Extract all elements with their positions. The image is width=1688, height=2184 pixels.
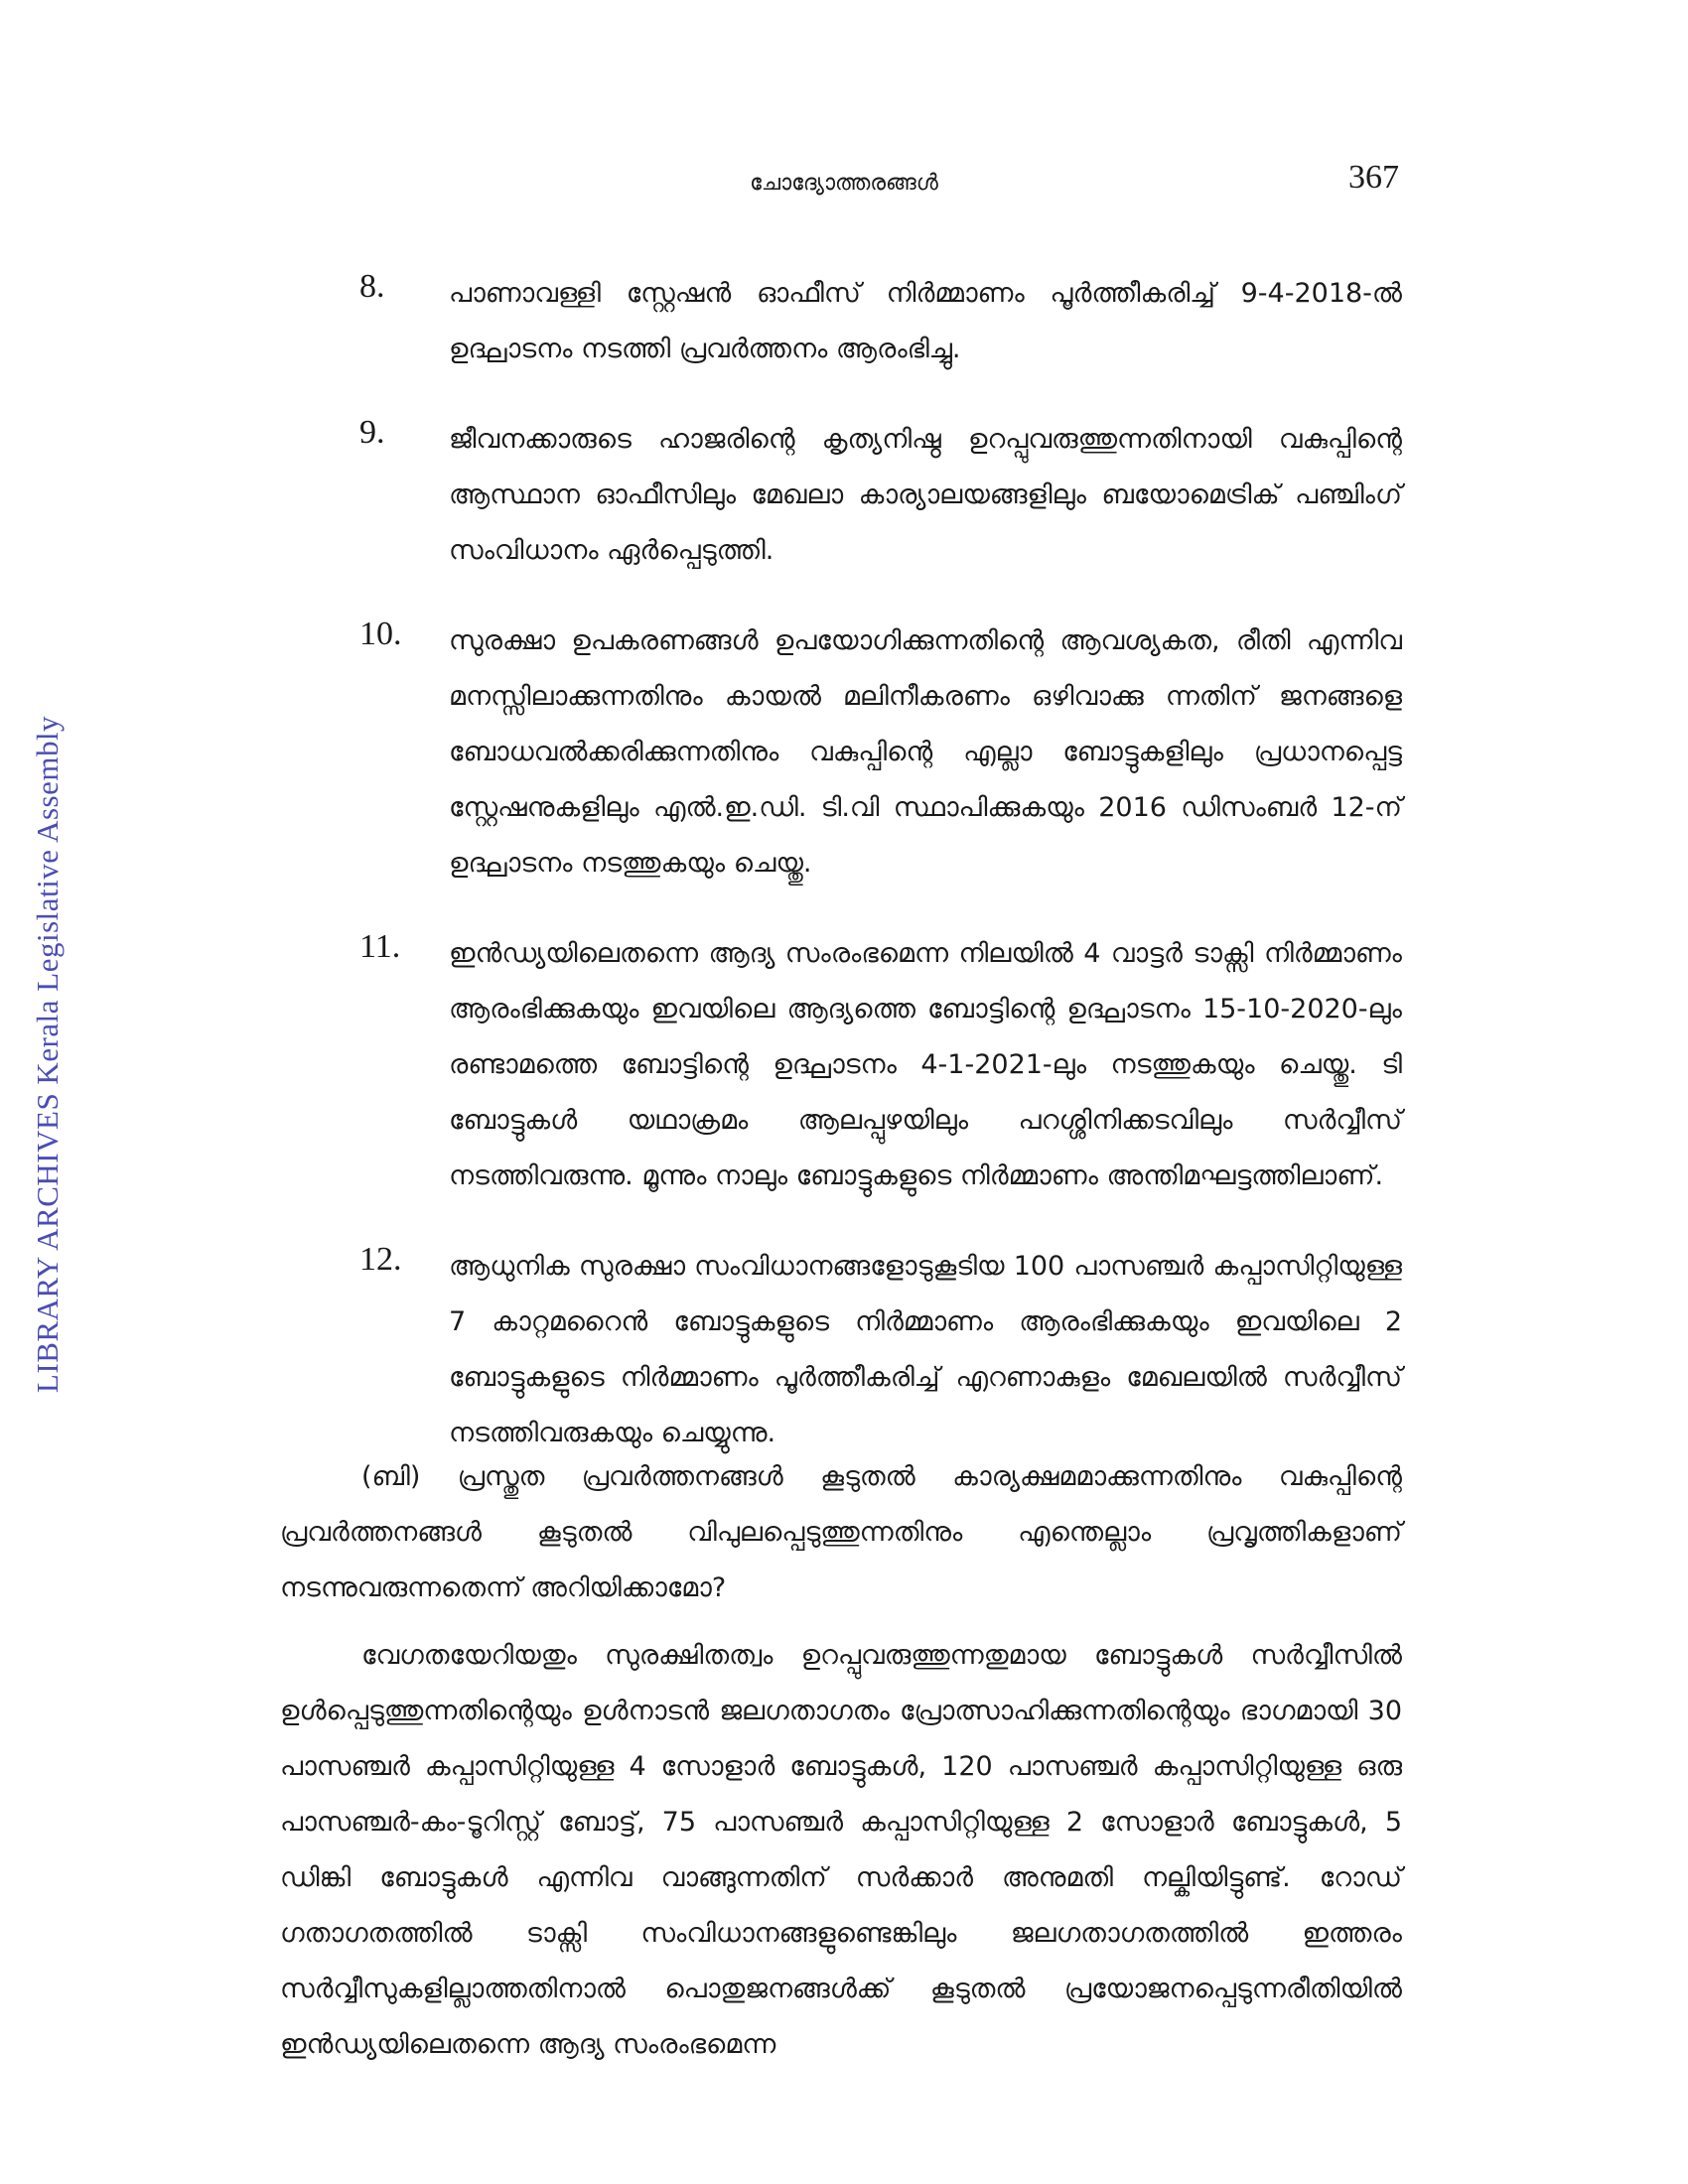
list-item (359, 926, 1402, 1204)
list-item (359, 1239, 1402, 1461)
page-number: 367 (1348, 159, 1399, 196)
item-number: 10. (359, 615, 402, 652)
item-text: ആധുനിക സുരക്ഷാ സംവിധാനങ്ങളോടുകൂടിയ 100 പാസഞ്ചർ കപ്പാസിറ്റിയുള്ള 7 കാറ്റമറൈൻ ബോട്ടുകളുടെ നിർമ്മാണം ആരംഭിക്കുകയും ഇവയിലെ 2 ബോട്ടുകളുടെ നിർമ്മാണം പൂർത്തീകരിച്ച് എറണാകുളം മേഖലയിൽ സർവ്വീസ് നടത്തിവരുകയും ചെയ്യുന്നു. (449, 1251, 1402, 1448)
item-number: 8. (359, 268, 385, 305)
list-item (359, 266, 1402, 377)
question-paragraph: (ബി) പ്രസ്തുത പ്രവർത്തനങ്ങൾ കൂടുതൽ കാര്യക്ഷമമാക്കുന്നതിനും വകുപ്പിന്റെ പ്രവർത്തനങ്ങൾ കൂടുതൽ വിപുലപ്പെടുത്തുന്നതിനും എന്തെല്ലാം പ്രവൃത്തികളാണ് നടന്നുവരുന്നതെന്ന് അറിയിക്കാമോ? (280, 1461, 1402, 1603)
item-number: 11. (359, 928, 401, 965)
watermark-text: LIBRARY ARCHIVES Kerala Legislative Assembly (30, 715, 65, 1394)
item-number: 9. (359, 414, 385, 451)
list-item (359, 412, 1402, 579)
list-item (359, 614, 1402, 891)
item-text: ജീവനക്കാരുടെ ഹാജരിന്റെ കൃത്യനിഷ്ഠ ഉറപ്പുവരുത്തുന്നതിനായി വകുപ്പിന്റെ ആസ്ഥാന ഓഫീസിലും മേഖലാ കാര്യാലയങ്ങളിലും ബയോമെട്രിക് പഞ്ചിംഗ് സംവിധാനം ഏർപ്പെടുത്തി. (449, 424, 1402, 566)
item-number: 12. (359, 1241, 402, 1278)
item-text: ഇൻഡ്യയിലെതന്നെ ആദ്യ സംരംഭമെന്ന നിലയിൽ 4 വാട്ടർ ടാക്സി നിർമ്മാണം ആരംഭിക്കുകയും ഇവയിലെ ആദ്യത്തെ ബോട്ടിന്റെ ഉദ്ഘാടനം 15-10-2020-ലും രണ്ടാമത്തെ ബോട്ടിന്റെ ഉദ്ഘാടനം 4-1-2021-ലും നടത്തുകയും ചെയ്തു. ടി ബോട്ടുകൾ യഥാക്രമം ആലപ്പുഴയിലും പറശ്ശിനിക്കടവിലും സർവ്വീസ് നടത്തിവരുന്നു. മൂന്നും നാലും ബോട്ടുകളുടെ നിർമ്മാണം അന്തിമഘട്ടത്തിലാണ്. (449, 938, 1402, 1191)
item-text: സുരക്ഷാ ഉപകരണങ്ങൾ ഉപയോഗിക്കുന്നതിന്റെ ആവശ്യകത, രീതി എന്നിവ മനസ്സിലാക്കുന്നതിനും കായൽ മലിനീകരണം ഒഴിവാക്കു ന്നതിന് ജനങ്ങളെ ബോധവൽക്കരിക്കുന്നതിനും വകുപ്പിന്റെ എല്ലാ ബോട്ടുകളിലും പ്രധാനപ്പെട്ട സ്റ്റേഷനുകളിലും എൽ.ഇ.ഡി. ടി.വി സ്ഥാപിക്കുകയും 2016 ഡിസംബർ 12-ന് ഉദ്ഘാടനം നടത്തുകയും ചെയ്തു. (449, 625, 1402, 879)
page-header (0, 159, 1688, 218)
answer-paragraph: വേഗതയേറിയതും സുരക്ഷിതത്വം ഉറപ്പുവരുത്തുന്നതുമായ ബോട്ടുകൾ സർവ്വീസിൽ ഉൾപ്പെടുത്തുന്നതിന്റെയും ഉൾനാടൻ ജലഗതാഗതം പ്രോത്സാഹിക്കുന്നതിന്റെയും ഭാഗമായി 30 പാസഞ്ചർ കപ്പാസിറ്റിയുള്ള 4 സോളാർ ബോട്ടുകൾ, 120 പാസഞ്ചർ കപ്പാസിറ്റിയുള്ള ഒരു പാസഞ്ചർ-കം-ടൂറിസ്റ്റ് ബോട്ട്, 75 പാസഞ്ചർ കപ്പാസിറ്റിയുള്ള 2 സോളാർ ബോട്ടുകൾ, 5 ഡിങ്കി ബോട്ടുകൾ എന്നിവ വാങ്ങുന്നതിന് സർക്കാർ അനുമതി നല്കിയിട്ടുണ്ട്. റോഡ് ഗതാഗതത്തിൽ ടാക്സി സംവിധാനങ്ങളുണ്ടെങ്കിലും ജലഗതാഗതത്തിൽ ഇത്തരം സർവ്വീസുകളില്ലാത്തതിനാൽ പൊതുജനങ്ങൾക്ക് കൂടുതൽ പ്രയോജനപ്പെടുന്നരീതിയിൽ ഇൻഡ്യയിലെതന്നെ ആദ്യ സംരംഭമെന്ന (280, 1640, 1402, 2060)
item-text: പാണാവള്ളി സ്റ്റേഷൻ ഓഫീസ് നിർമ്മാണം പൂർത്തീകരിച്ച് 9-4-2018-ൽ ഉദ്ഘാടനം നടത്തി പ്രവർത്തനം ആരംഭിച്ചു. (449, 278, 1402, 364)
numbered-list (359, 266, 1402, 1496)
page-title: ചോദ്യോത്തരങ്ങൾ (750, 171, 938, 196)
